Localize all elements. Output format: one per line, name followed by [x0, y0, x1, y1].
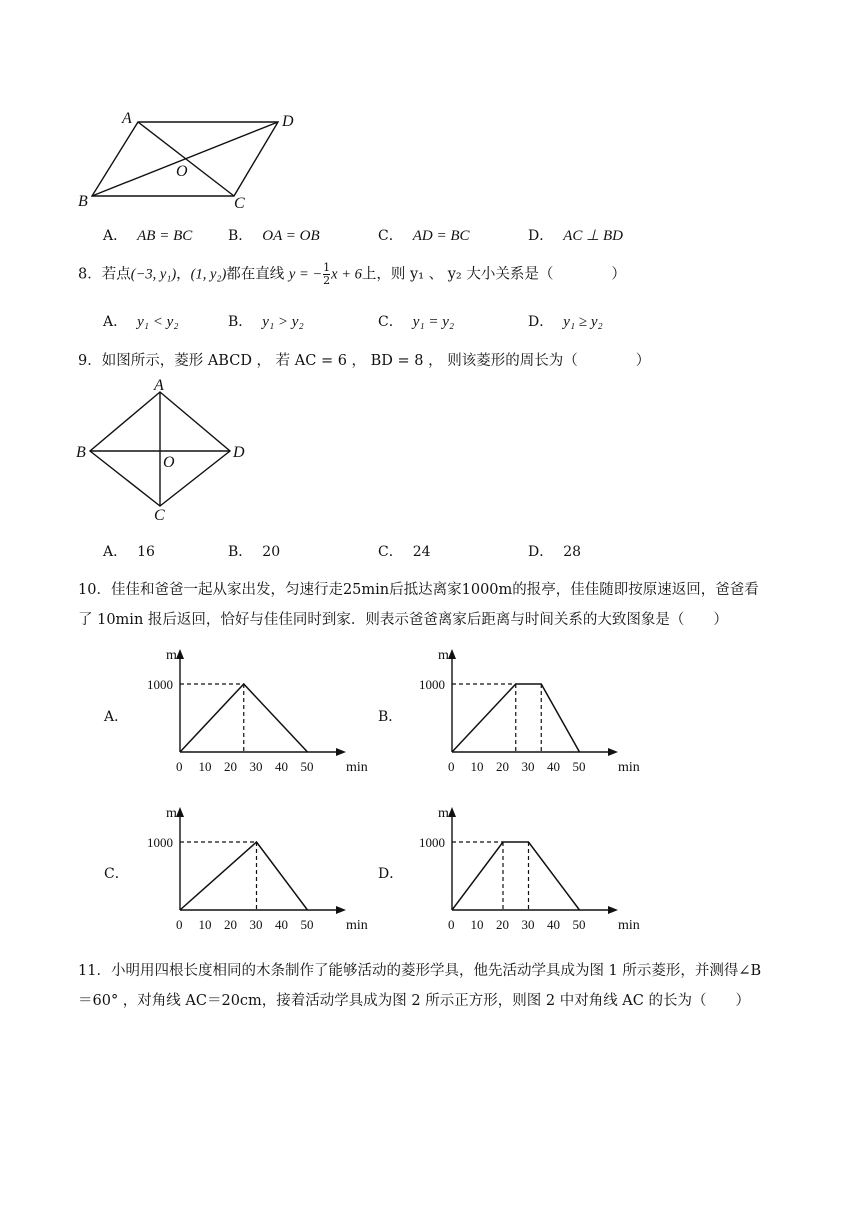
x-tick-label: 0: [176, 917, 183, 932]
q10-option-c-label: C．: [104, 866, 129, 882]
q8-option-a: A． y₁ < y₂: [103, 314, 179, 330]
y-tick-label: 1000: [419, 835, 445, 850]
q7-option-c: C． AD = BC: [378, 228, 470, 244]
y-axis-arrow: [448, 807, 456, 817]
x-unit-label: min: [346, 760, 368, 775]
q7-label-D: D: [282, 113, 294, 130]
q8-fraction: $\frac{1}{2}$: [323, 261, 331, 287]
q8-question: 8．若点(−3, y₁)，(1, y₂)都在直线 y = − $\frac{1}{2}$ x + 6上，则 y₁ 、 y₂ 大小关系是（ ）: [78, 261, 626, 287]
q7-label-B: B: [78, 193, 88, 210]
q7-option-b: B． OA = OB: [228, 228, 320, 244]
q10-question-line2: 了 10min 报后返回，恰好与佳佳同时到家．则表示爸爸离家后距离与时间关系的大致图象是（ ）: [78, 612, 728, 628]
q7-label-O: O: [176, 163, 188, 180]
q9-option-a: A． 16: [103, 544, 155, 560]
q7-option-a: A． AB = BC: [103, 228, 193, 244]
q9-rhombus-figure: [70, 378, 260, 526]
y-tick-label: 1000: [147, 677, 173, 692]
q7-label-A: A: [122, 110, 132, 127]
y-tick-label: 1000: [147, 835, 173, 850]
distance-time-line: [452, 842, 580, 910]
x-unit-label: min: [618, 760, 640, 775]
y-unit-label: m: [166, 806, 177, 821]
q10-graph-b: [419, 645, 640, 785]
q7-option-d: D． AC ⊥ BD: [528, 228, 623, 244]
x-tick-label: 20: [496, 917, 509, 932]
x-tick-label: 40: [547, 917, 560, 932]
q9-label-B: B: [76, 444, 86, 461]
x-axis-arrow: [336, 906, 346, 914]
distance-time-line: [180, 842, 308, 910]
y-unit-label: m: [438, 806, 449, 821]
q9-label-A: A: [154, 377, 164, 394]
q11-question-line2: ＝60° ，对角线 AC＝20cm，接着活动学具成为图 2 所示正方形，则图 2 中对角线 AC 的长为（ ）: [78, 993, 750, 1009]
q9-label-C: C: [154, 507, 165, 524]
x-axis-arrow: [608, 906, 618, 914]
q8-option-b: B． y₁ > y₂: [228, 314, 304, 330]
x-tick-label: 20: [224, 917, 237, 932]
q8-option-d: D． y₁ ≥ y₂: [528, 314, 603, 330]
y-axis-arrow: [448, 649, 456, 659]
q9-option-d: D． 28: [528, 544, 582, 560]
x-tick-label: 20: [224, 759, 237, 774]
q8-number: 8．: [78, 266, 102, 283]
y-unit-label: m: [166, 648, 177, 663]
y-axis-arrow: [176, 649, 184, 659]
x-tick-label: 50: [572, 759, 586, 774]
x-tick-label: 30: [521, 917, 535, 932]
x-tick-label: 10: [198, 917, 212, 932]
y-unit-label: m: [438, 648, 449, 663]
x-tick-label: 40: [275, 759, 288, 774]
q11-question-line1: 11．小明用四根长度相同的木条制作了能够活动的菱形学具，他先活动学具成为图 1 所示菱形，并测得∠B: [78, 963, 762, 979]
q9-option-b: B． 20: [228, 544, 281, 560]
x-tick-label: 0: [448, 917, 455, 932]
x-tick-label: 30: [249, 917, 263, 932]
x-axis-arrow: [608, 748, 618, 756]
x-axis-arrow: [336, 748, 346, 756]
q7-parallelogram-figure: [70, 105, 310, 213]
x-tick-label: 20: [496, 759, 509, 774]
q10-option-b-label: B．: [378, 709, 403, 725]
q10-graph-d: [419, 803, 640, 943]
x-unit-label: min: [618, 918, 640, 933]
q10-graph-a: [147, 645, 368, 785]
x-tick-label: 30: [249, 759, 263, 774]
x-tick-label: 10: [198, 759, 212, 774]
q10-option-a-label: A．: [104, 709, 129, 725]
x-tick-label: 10: [470, 759, 484, 774]
q9-question: 9．如图所示，菱形 ABCD ， 若 AC = 6 ， BD = 8 ， 则该菱形的周长为（ ）: [78, 353, 651, 369]
q9-label-O: O: [163, 454, 175, 471]
q10-question-line1: 10．佳佳和爸爸一起从家出发，匀速行走25min后抵达离家1000m的报亭，佳佳随即按原速返回，爸爸看: [78, 582, 759, 598]
q9-label-D: D: [233, 444, 245, 461]
x-tick-label: 50: [572, 917, 586, 932]
y-tick-label: 1000: [419, 677, 445, 692]
q10-graph-c: [147, 803, 368, 943]
x-tick-label: 0: [448, 759, 455, 774]
x-tick-label: 30: [521, 759, 535, 774]
x-unit-label: min: [346, 918, 368, 933]
q9-option-c: C． 24: [378, 544, 431, 560]
x-tick-label: 40: [547, 759, 560, 774]
x-tick-label: 50: [300, 759, 314, 774]
x-tick-label: 0: [176, 759, 183, 774]
x-tick-label: 10: [470, 917, 484, 932]
q7-label-C: C: [234, 195, 245, 212]
x-tick-label: 50: [300, 917, 314, 932]
q10-option-d-label: D．: [378, 866, 404, 882]
y-axis-arrow: [176, 807, 184, 817]
x-tick-label: 40: [275, 917, 288, 932]
q8-option-c: C． y₁ = y₂: [378, 314, 455, 330]
